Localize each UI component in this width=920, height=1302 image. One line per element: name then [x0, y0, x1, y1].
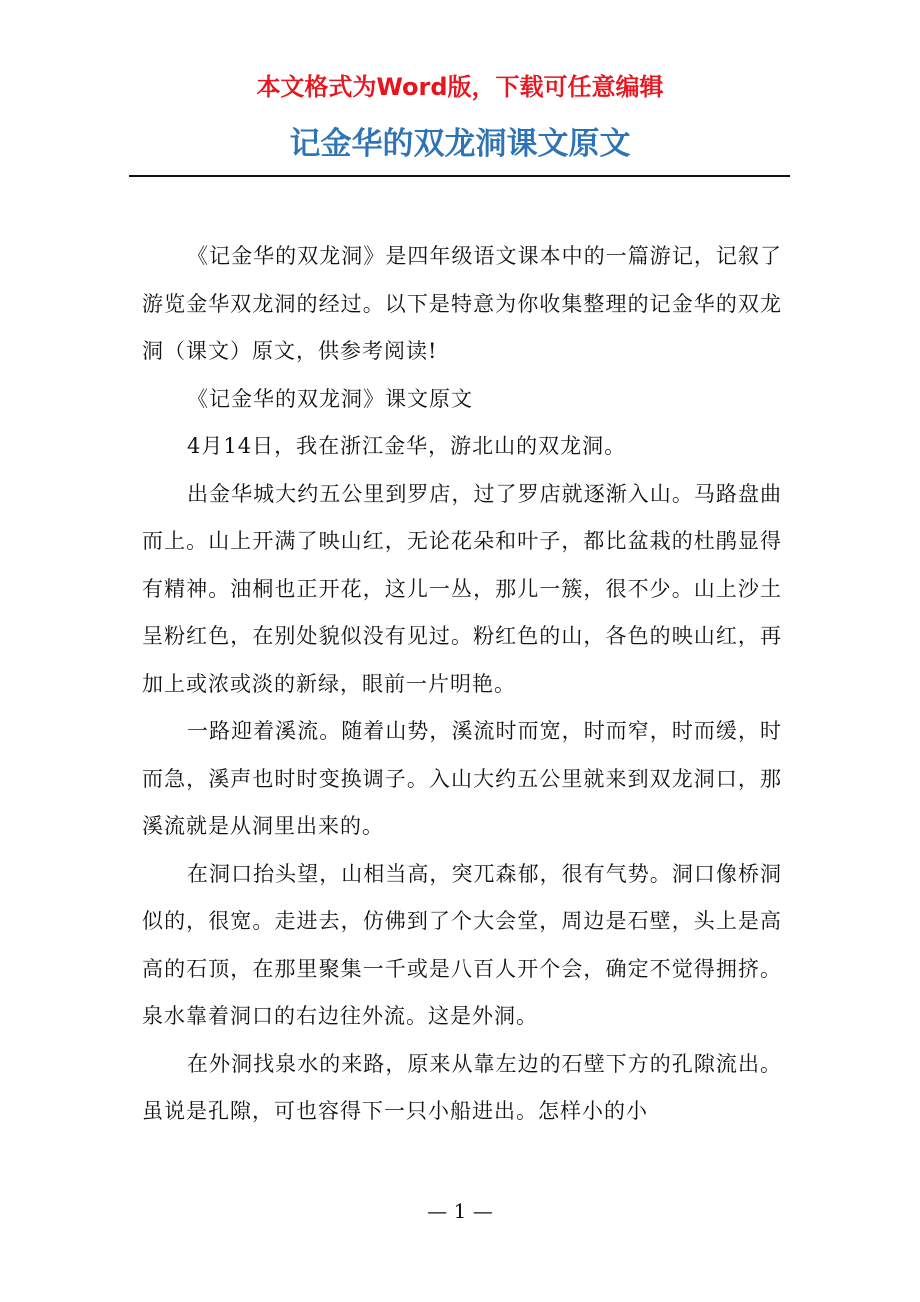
page-number: — 1 — — [427, 1199, 493, 1223]
format-notice: 本文格式为Word版，下载可任意编辑 — [256, 73, 664, 101]
document-title: 记金华的双龙洞课文原文 — [289, 126, 631, 162]
paragraph-stream: 一路迎着溪流。随着山势，溪流时而宽，时而窄，时而缓，时而急，溪声也时时变换调子。入山大约五公里就来到双龙洞口，那溪流就是从洞里出来的。 — [142, 719, 782, 838]
paragraph-outer-cave: 在洞口抬头望，山相当高，突兀森郁，很有气势。洞口像桥洞似的，很宽。走进去，仿佛到了个大会堂，周边是石壁，头上是高高的石顶，在那里聚集一千或是八百人开个会，确定不觉得拥挤。泉水靠着洞口的右边往外流。这是外洞。 — [142, 861, 782, 1028]
paragraph-date: 4月14日，我在浙江金华，游北山的双龙洞。 — [187, 434, 627, 458]
document-body — [142, 233, 782, 1136]
paragraph-subheading: 《记金华的双龙洞》课文原文 — [187, 386, 473, 411]
paragraph-road: 出金华城大约五公里到罗店，过了罗店就逐渐入山。马路盘曲而上。山上开满了映山红，无论花朵和叶子，都比盆栽的杜鹃显得有精神。油桐也正开花，这儿一丛，那儿一簇，很不少。山上沙土呈粉红色，在别处貌似没有见过。粉红色的山，各色的映山红，再加上或浓或淡的新绿，眼前一片明艳。 — [142, 481, 782, 696]
title-divider — [129, 175, 790, 177]
paragraph-spring: 在外洞找泉水的来路，原来从靠左边的石壁下方的孔隙流出。虽说是孔隙，可也容得下一只小船进出。怎样小的小 — [142, 1051, 782, 1123]
paragraph-intro: 《记金华的双龙洞》是四年级语文课本中的一篇游记，记叙了游览金华双龙洞的经过。以下是特意为你收集整理的记金华的双龙洞（课文）原文，供参考阅读! — [142, 244, 782, 363]
